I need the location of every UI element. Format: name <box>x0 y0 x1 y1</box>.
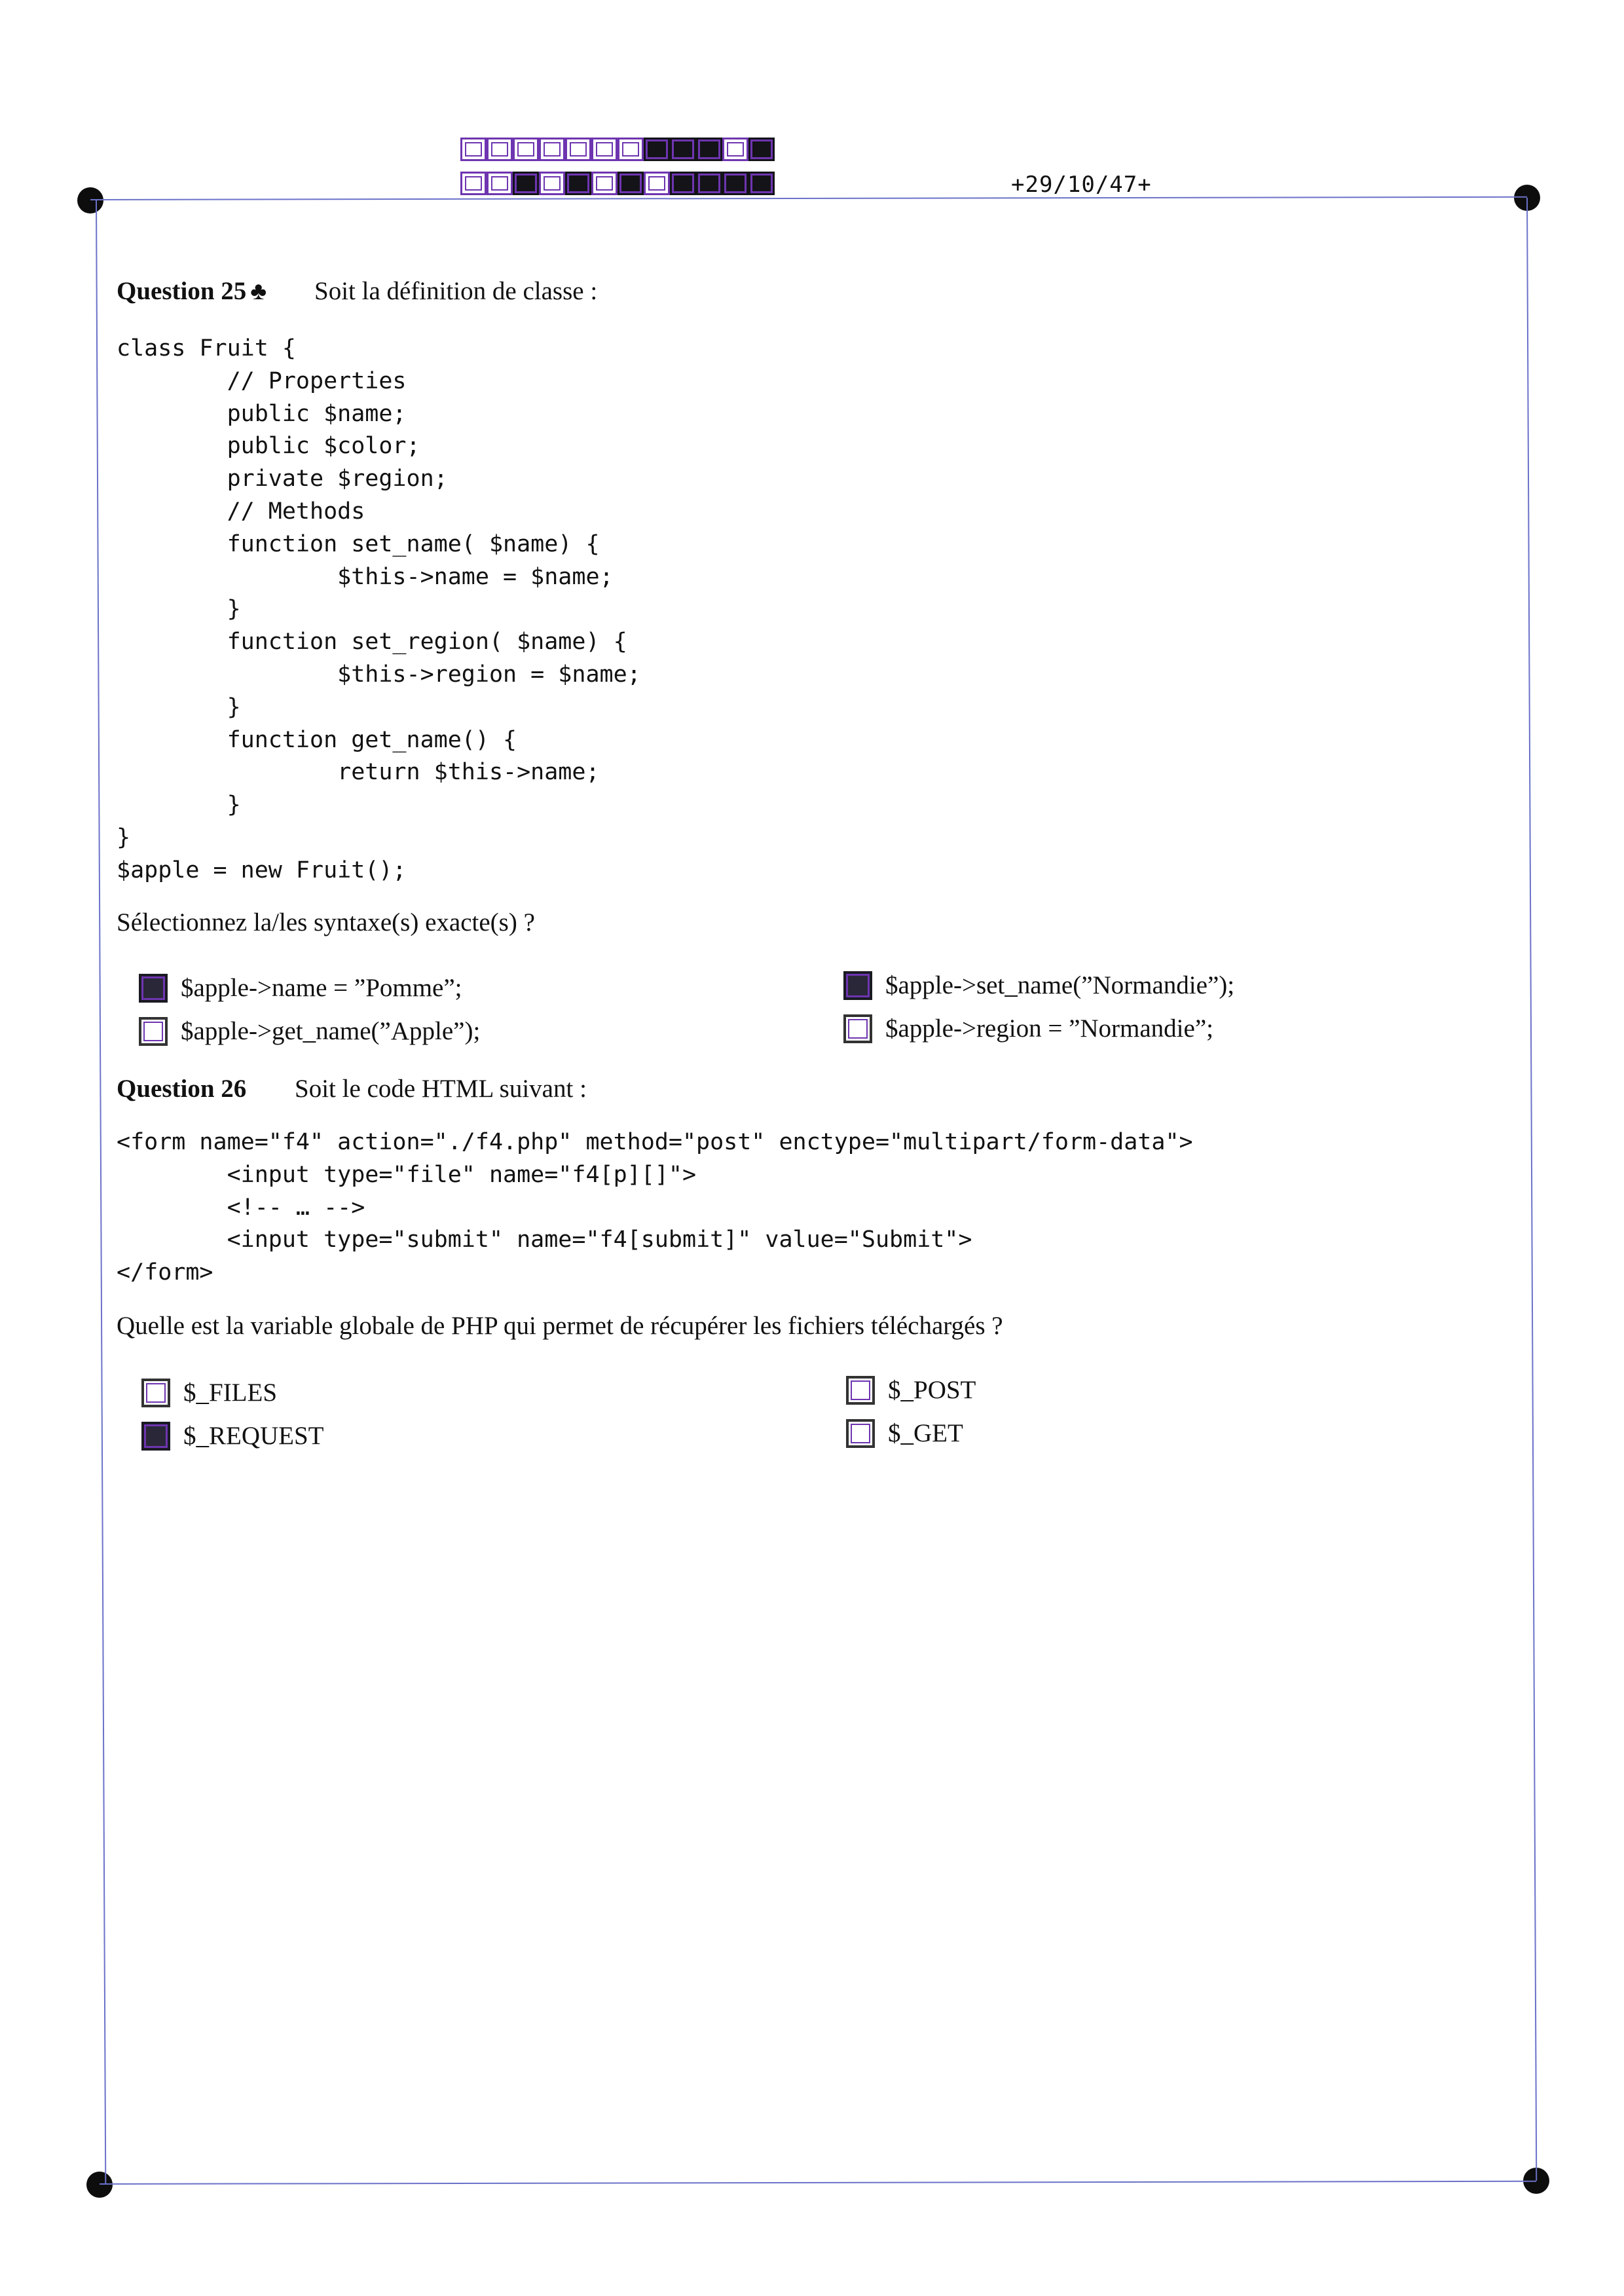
code-box <box>618 172 644 195</box>
code-box <box>460 138 487 161</box>
code-box <box>591 138 618 161</box>
code-box <box>513 138 539 161</box>
q26-answer-4[interactable] <box>846 1418 963 1448</box>
q25-answer-4-checkbox[interactable] <box>843 1014 872 1043</box>
code-box <box>670 172 696 195</box>
q25-answer-3[interactable] <box>139 1016 480 1046</box>
question-26-code: <form name="f4" action="./f4.php" method="post" enctype="multipart/form-data"> <input type="file" name="f4[p][]"> <!-- … --> <input type="submit" name="f4[submit]" value="Submit"> </form> <box>117 1129 1193 1286</box>
question-25-code: class Fruit { // Properties public $name; public $color; private $region; // Methods function set_name( $name) { $this->name = $name; } function set_region( $name) { $this->region = $name; } function get_name() { return $this->name; } } $apple = new Fruit(); <box>117 335 641 883</box>
q25-answer-1[interactable] <box>139 973 462 1003</box>
code-box <box>618 138 644 161</box>
question-25-label: Question 25 <box>117 277 247 305</box>
q26-answer-4-checkbox[interactable] <box>846 1419 875 1448</box>
code-box <box>696 172 722 195</box>
q26-answer-2[interactable] <box>846 1375 976 1405</box>
q26-answer-2-checkbox[interactable] <box>846 1376 875 1405</box>
club-icon: ♣ <box>250 278 267 305</box>
question-25-prompt: Sélectionnez la/les syntaxe(s) exacte(s) ? <box>117 908 535 936</box>
q25-answer-2[interactable] <box>843 971 1234 1000</box>
question-25-intro: Soit la définition de classe : <box>314 277 598 305</box>
q25-answer-2-checkbox[interactable] <box>843 971 872 1000</box>
student-code-row-1 <box>460 138 775 161</box>
q26-answer-3-label: $_REQUEST <box>183 1422 324 1450</box>
code-box <box>722 138 748 161</box>
code-box <box>591 172 618 195</box>
q25-answer-4-label: $apple->region = ”Normandie”; <box>885 1014 1213 1043</box>
code-box <box>748 172 775 195</box>
q26-answer-4-label: $_GET <box>888 1419 963 1447</box>
code-box <box>644 172 670 195</box>
q25-answer-3-checkbox[interactable] <box>139 1017 168 1046</box>
question-26-intro: Soit le code HTML suivant : <box>295 1075 587 1103</box>
code-box <box>460 172 487 195</box>
frame-top <box>90 196 1527 200</box>
q25-answer-3-label: $apple->get_name(”Apple”); <box>181 1017 481 1045</box>
q26-answer-2-label: $_POST <box>888 1376 976 1404</box>
frame-right <box>1526 198 1537 2181</box>
code-box <box>539 172 565 195</box>
code-box <box>670 138 696 161</box>
question-26-prompt: Quelle est la variable globale de PHP qui permet de récupérer les fichiers téléchargés ? <box>117 1312 1003 1340</box>
q25-answer-4[interactable] <box>843 1014 1213 1043</box>
question-25-title <box>117 276 267 306</box>
q26-answer-1[interactable] <box>141 1378 277 1407</box>
code-box <box>513 172 539 195</box>
q25-answer-1-checkbox[interactable] <box>139 974 168 1003</box>
q26-answer-3-checkbox[interactable] <box>141 1422 170 1451</box>
page-id: +29/10/47+ <box>1011 172 1152 198</box>
code-box <box>565 138 591 161</box>
q25-answer-2-label: $apple->set_name(”Normandie”); <box>885 971 1235 999</box>
student-code-row-2 <box>460 172 775 195</box>
code-box <box>696 138 722 161</box>
code-box <box>565 172 591 195</box>
code-box <box>644 138 670 161</box>
code-box <box>748 138 775 161</box>
frame-bottom <box>100 2181 1536 2185</box>
code-box <box>539 138 565 161</box>
q26-answer-1-checkbox[interactable] <box>141 1379 170 1407</box>
q25-answer-1-label: $apple->name = ”Pomme”; <box>181 974 462 1002</box>
code-box <box>487 138 513 161</box>
q26-answer-3[interactable] <box>141 1421 324 1451</box>
question-26-title: Question 26 <box>117 1075 247 1103</box>
code-box <box>487 172 513 195</box>
frame-left <box>96 200 106 2185</box>
q26-answer-1-label: $_FILES <box>183 1379 278 1407</box>
code-box <box>722 172 748 195</box>
